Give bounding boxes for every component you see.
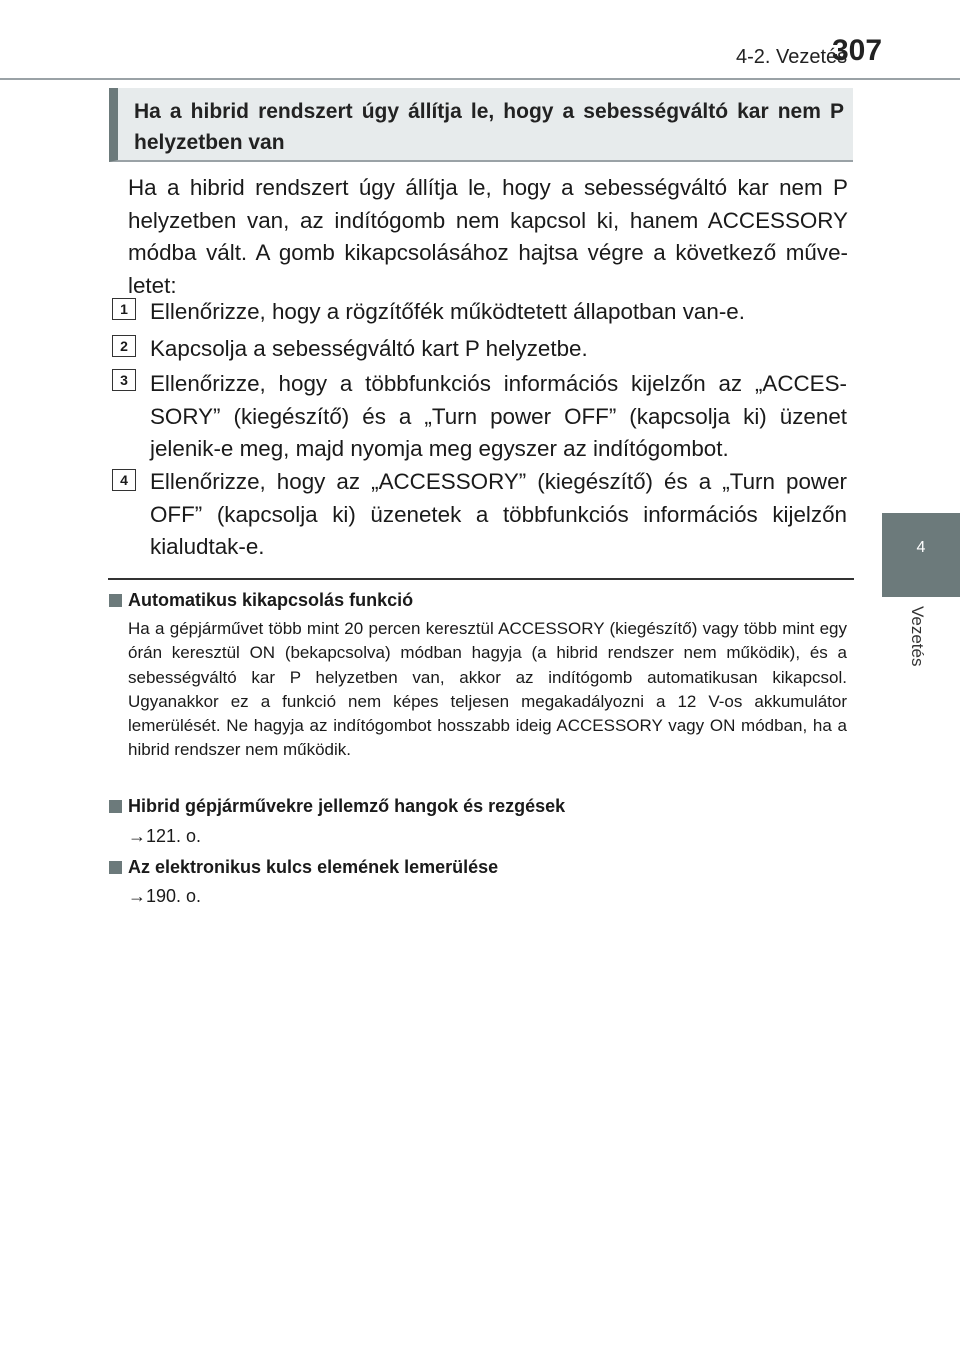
page-header	[0, 0, 960, 80]
square-bullet-icon	[109, 800, 122, 813]
note-body-1: Ha a gépjárművet több mint 20 percen keresztül ACCESSORY (kiegészítő) vagy több mint egy órán keresztül ON (bekapcsolva) módban hagyja (a hibrid rendszer nem működik), és a sebességváltó kar P helyzetben van, akkor az indítógomb automatikusan kikapcsol. Ugyanakkor ez a funkció nem képes teljesen megakadályozni a 12 V-os akkumulátor lemerülését. Ne hagyja az indítógombot hosszabb ideig ACCESSORY vagy ON módban, ha a hibrid rendszer nem működik.	[128, 619, 847, 760]
section-heading-box	[109, 88, 853, 162]
step-text-3: Ellenőrizze, hogy a többfunkciós információs kijelzőn az „ACCES-SORY” (kiegészítő) és a „Turn power OFF” (kapcsolja ki) üzenet jelenik-e meg, majd nyomja meg egyszer az indítógombot.	[150, 371, 847, 461]
chapter-tab[interactable]	[882, 513, 960, 597]
intro-paragraph: Ha a hibrid rendszert úgy állítja le, hogy a sebességváltó kar nem P helyzetben van, az indítógomb nem kapcsol ki, hanem ACCESSORY módba vált. A gomb kikapcsolásához hajtsa végre a következő műve-letet:	[128, 175, 848, 298]
note-heading-2	[109, 796, 565, 817]
note-title: Hibrid gépjárművekre jellemző hangok és rezgések	[128, 796, 566, 816]
section-title: Ha a hibrid rendszert úgy állítja le, hogy a sebességváltó kar nem P helyzetben van	[134, 100, 844, 154]
header-section-title: 4-2. Vezetés	[736, 46, 848, 68]
page-reference-190[interactable]: →190. o.	[128, 886, 202, 906]
page-number: 307	[832, 34, 883, 67]
step-text-2: Kapcsolja a sebességváltó kart P helyzetbe.	[150, 336, 588, 361]
square-bullet-icon	[109, 861, 122, 874]
note-heading-1	[109, 590, 413, 611]
note-title: Automatikus kikapcsolás funkció	[128, 590, 414, 610]
section-divider	[108, 578, 854, 580]
page-reference-121[interactable]: →121. o.	[128, 826, 202, 846]
header-divider	[0, 78, 960, 80]
note-title: Az elektronikus kulcs elemének lemerülése	[128, 857, 499, 877]
square-bullet-icon	[109, 594, 122, 607]
step-text-4: Ellenőrizze, hogy az „ACCESSORY” (kiegészítő) és a „Turn power OFF” (kapcsolja ki) üzenetek a többfunkciós információs kijelzőn kialudtak-e.	[150, 469, 847, 559]
step-text-1: Ellenőrizze, hogy a rögzítőfék működtetett állapotban van-e.	[150, 299, 745, 324]
step-number-3: 3	[112, 369, 136, 391]
step-number-2: 2	[112, 335, 136, 357]
step-number-4: 4	[112, 469, 136, 491]
step-number-1: 1	[112, 298, 136, 320]
chapter-tab-number: 4	[916, 539, 926, 556]
chapter-tab-label: Vezetés	[908, 606, 927, 667]
note-heading-3	[109, 857, 498, 878]
